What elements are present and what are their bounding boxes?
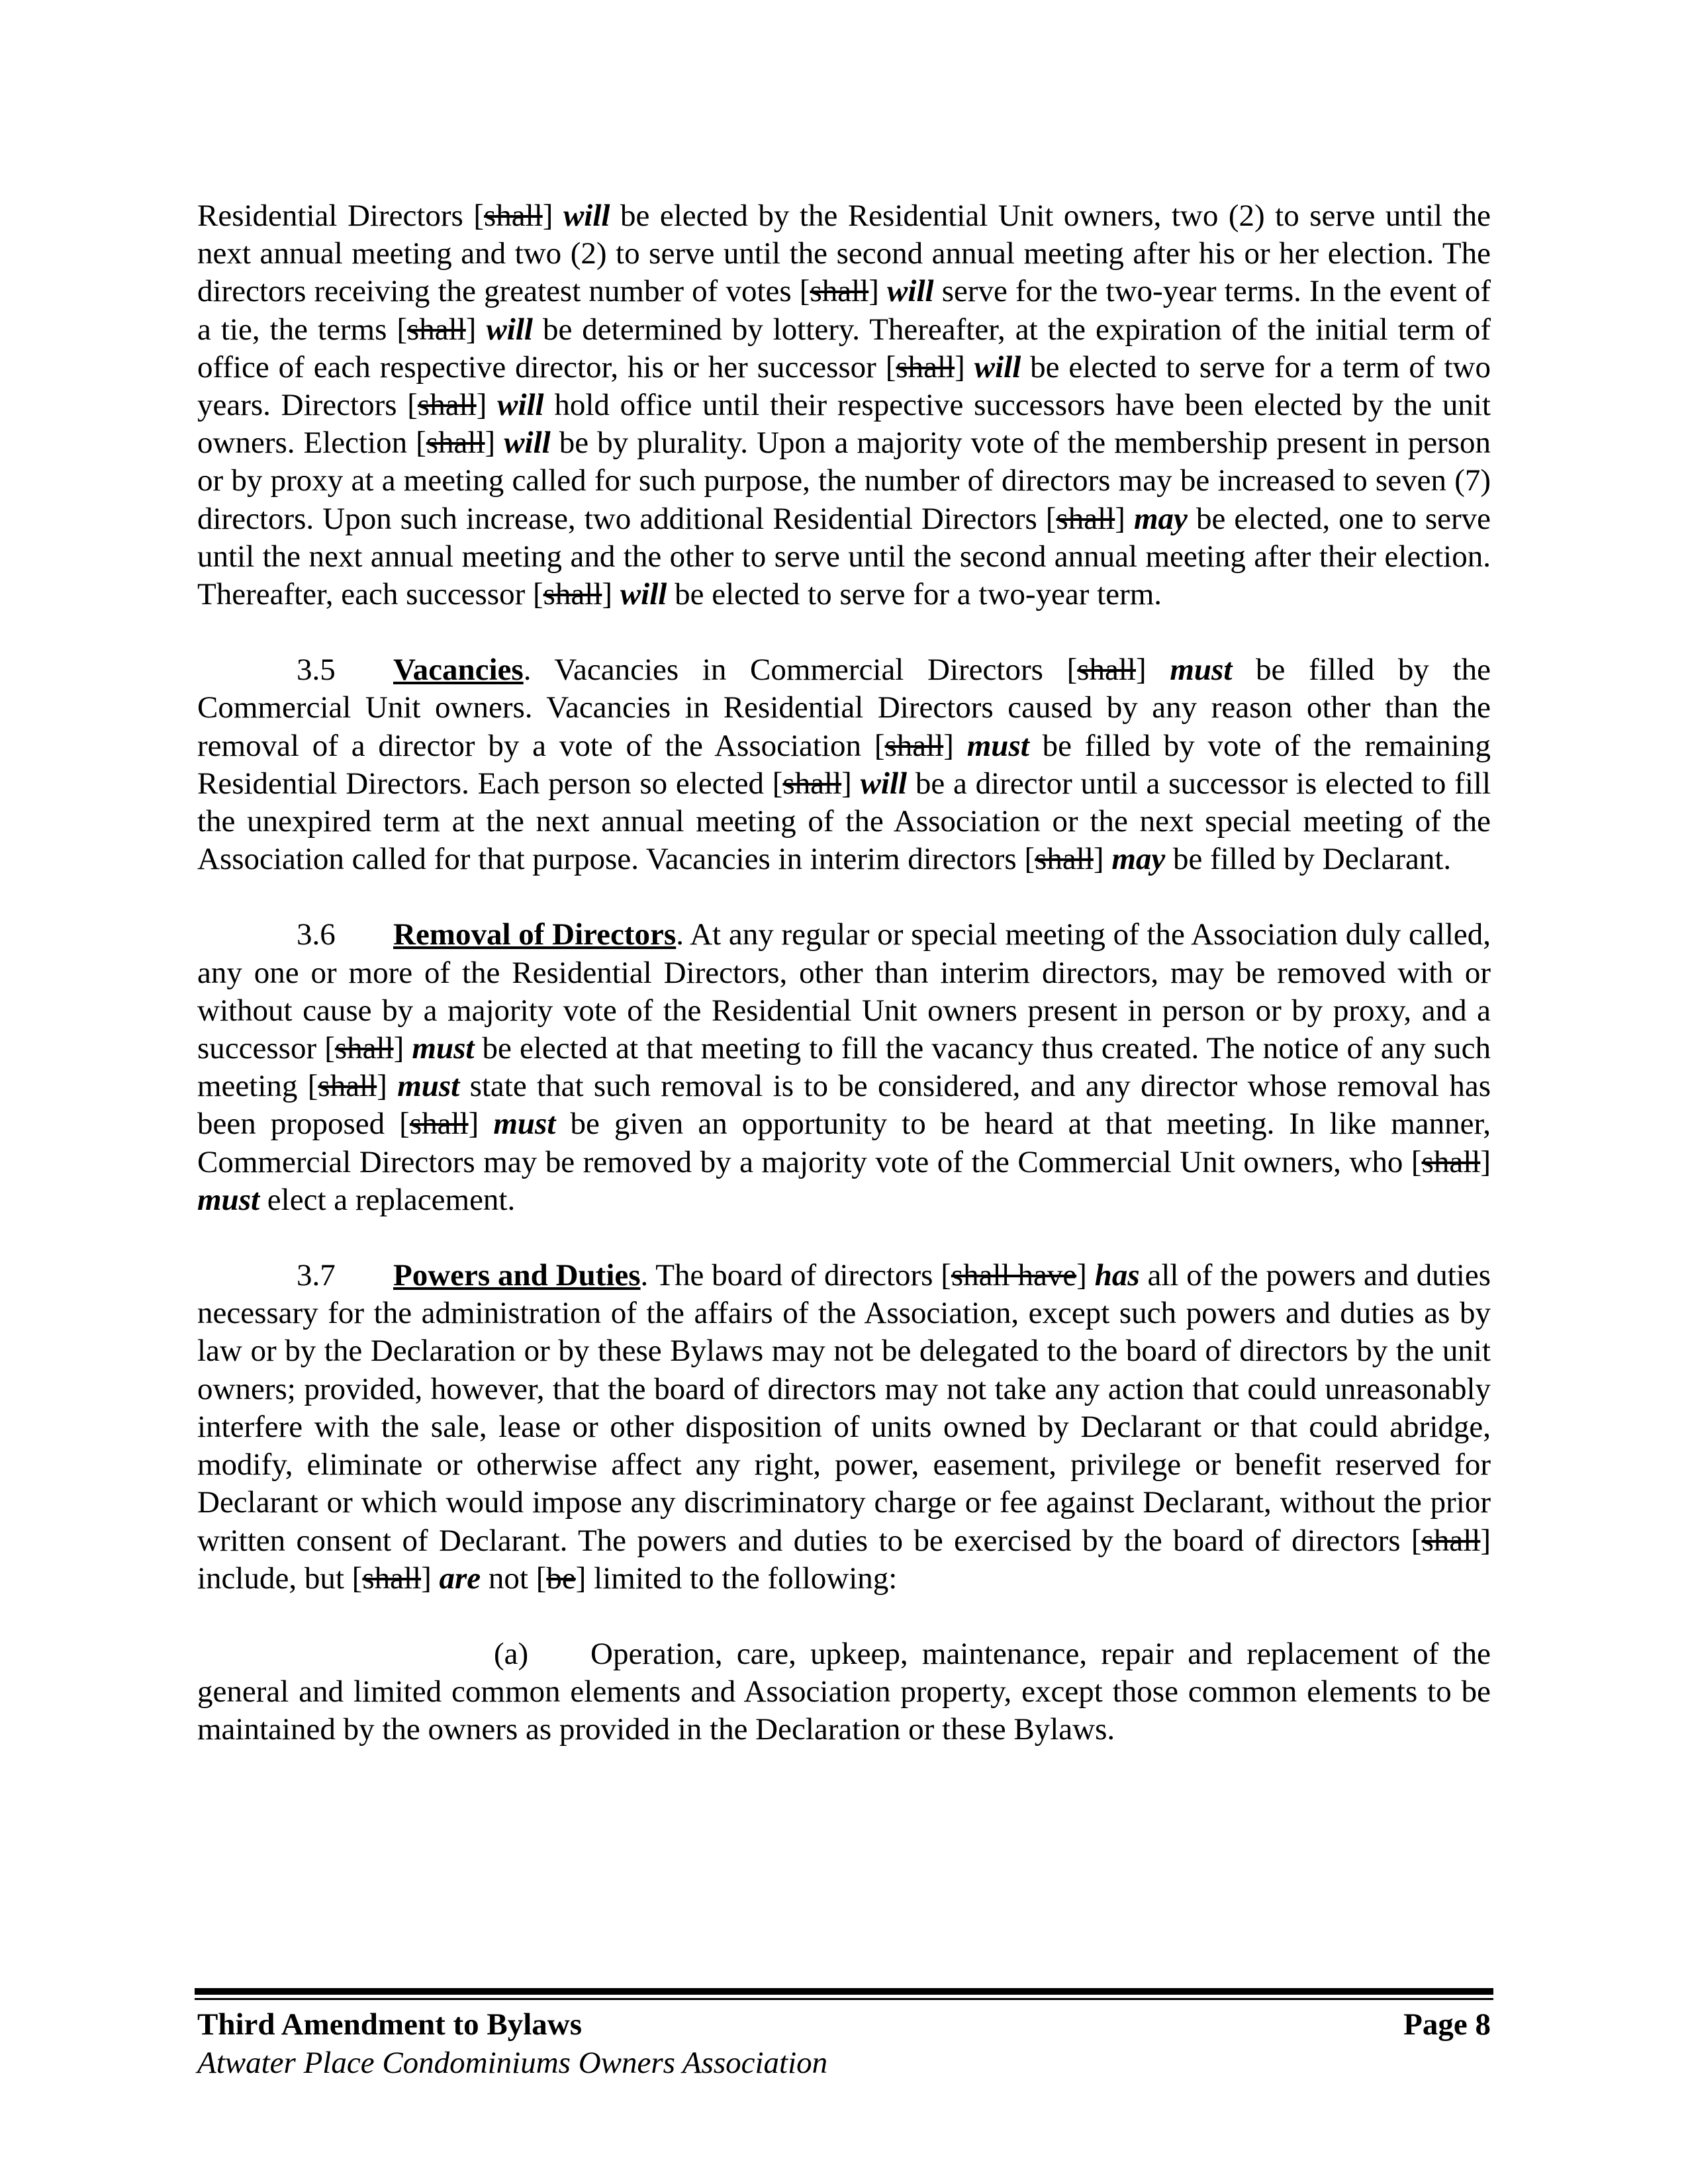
body-text: ] — [421, 1561, 440, 1596]
section-number: 3.7 — [297, 1258, 336, 1293]
footer-subtitle: Atwater Place Condominiums Owners Association — [197, 2046, 828, 2080]
footer-rule-thin — [195, 1998, 1493, 2000]
body-text: . At any regular or special meeting of the Association duly called, any one or more of the Residential Directors, other than interim directors, may be removed with or without cause by a majority vote of the Residential Unit owners present in person or by proxy, and a successor [ — [197, 917, 1491, 1066]
inserted-text: will — [563, 199, 610, 233]
inserted-text: will — [497, 388, 544, 423]
inserted-text: will — [504, 426, 551, 461]
inserted-text: will — [887, 274, 934, 309]
body-text: ] — [468, 1107, 494, 1142]
body-text: ] — [465, 312, 487, 347]
deleted-text: shall — [896, 349, 955, 385]
body-text: ] — [868, 274, 888, 309]
deleted-text: shall — [426, 426, 485, 461]
body-text: be filled by the Commercial Unit owners. Vacancies in Residential Directors caused by any reason other than the removal of a director by a vote of the Association [ — [197, 653, 1491, 763]
footer-title: Third Amendment to Bylaws — [197, 2007, 583, 2042]
body-text: ] limited to the following: — [575, 1561, 898, 1596]
inserted-text: may — [1133, 501, 1188, 536]
deleted-text: shall — [334, 1031, 394, 1066]
deleted-text: shall — [1421, 1144, 1481, 1179]
body-text: serve for the two-year terms. In the event of a tie, the terms [ — [197, 274, 1491, 347]
inserted-text: must — [493, 1107, 556, 1142]
paragraph-p-3-7 — [197, 1257, 1491, 1598]
footer-rule-thick — [195, 1988, 1493, 1995]
deleted-text: shall — [407, 312, 466, 347]
deleted-text: shall — [1035, 842, 1094, 877]
body-text: be filled by vote of the remaining Residential Directors. Each person so elected [ — [197, 728, 1491, 801]
body-text: Residential Directors [ — [197, 199, 484, 233]
body-text: be elected to serve for a two-year term. — [667, 577, 1162, 612]
body-text: ] — [542, 199, 563, 233]
section-number: 3.6 — [297, 917, 336, 952]
deleted-text: shall — [484, 199, 543, 233]
inserted-text: must — [397, 1069, 460, 1104]
deleted-text: shall — [543, 577, 602, 612]
deleted-text: shall — [810, 274, 869, 309]
section-heading: Vacancies — [393, 653, 524, 688]
body-text: be filled by Declarant. — [1165, 842, 1452, 877]
body-text: ] — [485, 426, 504, 461]
deleted-text: shall — [318, 1069, 377, 1104]
inserted-text: must — [966, 728, 1029, 763]
body-text: ] — [1115, 501, 1134, 536]
body-text: be elected by the Residential Unit owners, two (2) to serve until the next annual meeting and two (2) to serve until the second annual meeting after his or her election. The directors receiving the greatest number of votes [ — [197, 199, 1491, 309]
body-text: be given an opportunity to be heard at that meeting. In like manner, Commercial Directors may be removed by a majority vote of the Commercial Unit owners, who [ — [197, 1107, 1491, 1179]
body-text: ] — [841, 766, 861, 801]
deleted-text: shall — [782, 766, 842, 801]
section-heading: Powers and Duties — [393, 1258, 641, 1293]
inserted-text: will — [486, 312, 533, 347]
body-text: be elected to serve for a term of two years. Directors [ — [197, 349, 1491, 423]
body-text: ] include, but [ — [197, 1523, 1491, 1596]
inserted-text: must — [412, 1031, 475, 1066]
deleted-text: shall — [1421, 1523, 1481, 1558]
inserted-text: will — [974, 349, 1021, 385]
deleted-text: shall — [362, 1561, 422, 1596]
inserted-text: are — [439, 1561, 481, 1596]
deleted-text: shall — [1077, 653, 1136, 688]
paragraph-p-3-6 — [197, 916, 1491, 1219]
body-text: be elected, one to serve until the next annual meeting and the other to serve until the second annual meeting after their election. Thereafter, each successor [ — [197, 501, 1491, 612]
body-text: ] — [1136, 653, 1170, 688]
body-text: be a director until a successor is elected to fill the unexpired term at the next annual meeting of the Association or the next special meeting of the Association called for that purpose. Vacancies in interim directors [ — [197, 766, 1491, 877]
body-text: . The board of directors [ — [640, 1258, 951, 1293]
body-text: ] — [955, 349, 974, 385]
deleted-text: shall — [1056, 501, 1115, 536]
body-text: ] — [377, 1069, 398, 1104]
inserted-text: must — [197, 1182, 260, 1217]
inserted-text: may — [1111, 842, 1166, 877]
body-text: Operation, care, upkeep, maintenance, repair and replacement of the general and limited common elements and Association property, except those common elements to be maintained by the owners as provided in the Declaration or these Bylaws. — [197, 1636, 1491, 1747]
inserted-text: has — [1094, 1258, 1140, 1293]
body-text: ] — [1076, 1258, 1095, 1293]
section-number: (a) — [494, 1636, 529, 1671]
inserted-text: will — [860, 766, 908, 801]
body-text: ] — [943, 728, 967, 763]
deleted-text: be — [546, 1561, 576, 1596]
section-number: 3.5 — [297, 653, 336, 688]
deleted-text: shall — [409, 1107, 469, 1142]
body-text: be elected at that meeting to fill the vacancy thus created. The notice of any such meeting [ — [197, 1031, 1491, 1104]
body-text: ] — [393, 1031, 412, 1066]
footer-rule — [195, 1988, 1493, 2000]
body-text: ] — [1093, 842, 1112, 877]
footer-page-number: Page 8 — [1403, 2007, 1491, 2042]
section-heading: Removal of Directors — [393, 917, 677, 952]
body-text: hold office until their respective successors have been elected by the unit owners. Election [ — [197, 388, 1491, 461]
inserted-text: must — [1170, 653, 1233, 688]
deleted-text: shall — [884, 728, 944, 763]
body-text: be by plurality. Upon a majority vote of the membership present in person or by proxy at a meeting called for such purpose, the number of directors may be increased to seven (7) directors. Upon such increase, two additional Residential Directors [ — [197, 426, 1491, 536]
deleted-text: shall — [417, 388, 477, 423]
body-text: ] — [1480, 1144, 1491, 1179]
page-footer — [197, 2005, 1491, 2082]
body-text: be determined by lottery. Thereafter, at the expiration of the initial term of office of each respective director, his or her successor [ — [197, 312, 1491, 385]
paragraph-p-a — [197, 1635, 1491, 1749]
body-text: all of the powers and duties necessary for the administration of the affairs of the Association, except such powers and duties as by law or by the Declaration or by these Bylaws may not be delegated to the board of directors by the unit owners; provided, however, that the board of directors may not take any action that could unreasonably interfere with the sale, lease or other disposition of units owned by Declarant or that could abridge, modify, eliminate or otherwise affect any right, power, easement, privilege or benefit reserved for Declarant or which would impose any discriminatory charge or fee against Declarant, without the prior written consent of Declarant. The powers and duties to be exercised by the board of directors [ — [197, 1258, 1491, 1558]
document-body — [197, 197, 1491, 1787]
body-text: not [ — [481, 1561, 547, 1596]
paragraph-p-residential-directors — [197, 197, 1491, 614]
deleted-text: shall have — [951, 1258, 1077, 1293]
body-text: ] — [602, 577, 620, 612]
body-text: . Vacancies in Commercial Directors [ — [523, 653, 1078, 688]
body-text: ] — [476, 388, 498, 423]
inserted-text: will — [620, 577, 667, 612]
body-text: elect a replacement. — [259, 1182, 516, 1217]
paragraph-p-3-5 — [197, 651, 1491, 878]
body-text: state that such removal is to be considered, and any director whose removal has been proposed [ — [197, 1069, 1491, 1142]
